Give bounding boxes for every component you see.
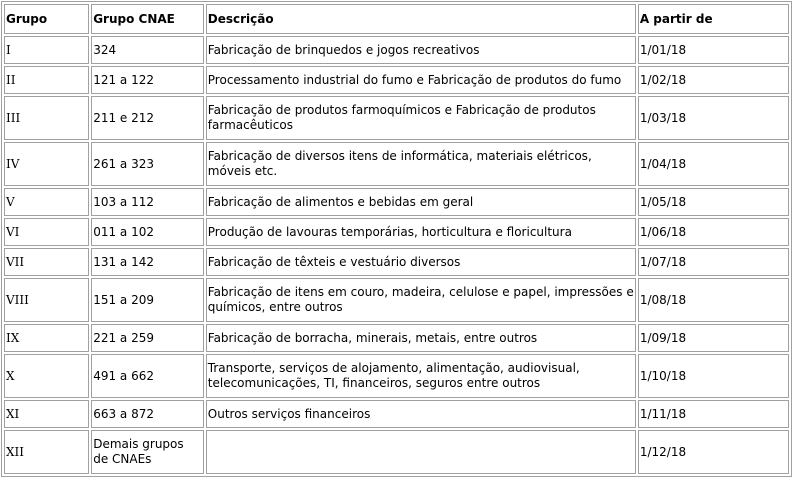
table-row (4, 430, 789, 474)
header-descricao: Descrição (206, 4, 636, 34)
cell-descricao: Fabricação de têxteis e vestuário diversos (206, 248, 636, 276)
cell-descricao: Outros serviços financeiros (206, 400, 636, 428)
cell-grupo: IX (4, 324, 89, 352)
cell-a-partir-de: 1/03/18 (638, 96, 789, 140)
cell-grupo-cnae: 103 a 112 (91, 188, 204, 216)
cell-grupo: VI (4, 218, 89, 246)
cell-descricao (206, 430, 636, 474)
cell-a-partir-de: 1/07/18 (638, 248, 789, 276)
table-row (4, 218, 789, 246)
cell-grupo: VII (4, 248, 89, 276)
cell-grupo-cnae: 221 a 259 (91, 324, 204, 352)
header-grupo-cnae: Grupo CNAE (91, 4, 204, 34)
table-row (4, 278, 789, 322)
cell-descricao: Fabricação de produtos farmoquímicos e Fabricação de produtos farmacêuticos (206, 96, 636, 140)
table-row (4, 188, 789, 216)
cell-descricao: Fabricação de borracha, minerais, metais, entre outros (206, 324, 636, 352)
cell-grupo: II (4, 66, 89, 94)
cell-descricao: Fabricação de brinquedos e jogos recreativos (206, 36, 636, 64)
cell-grupo: VIII (4, 278, 89, 322)
cell-grupo: XII (4, 430, 89, 474)
cell-a-partir-de: 1/10/18 (638, 354, 789, 398)
table-body (4, 36, 789, 474)
cell-grupo-cnae: 491 a 662 (91, 354, 204, 398)
cell-a-partir-de: 1/12/18 (638, 430, 789, 474)
cell-descricao: Produção de lavouras temporárias, horticultura e floricultura (206, 218, 636, 246)
cell-grupo: XI (4, 400, 89, 428)
cell-grupo-cnae: 324 (91, 36, 204, 64)
cell-grupo-cnae: 261 a 323 (91, 142, 204, 186)
cell-a-partir-de: 1/08/18 (638, 278, 789, 322)
cell-grupo-cnae: 663 a 872 (91, 400, 204, 428)
table-row (4, 96, 789, 140)
cell-grupo-cnae: 211 e 212 (91, 96, 204, 140)
cell-a-partir-de: 1/04/18 (638, 142, 789, 186)
cell-a-partir-de: 1/02/18 (638, 66, 789, 94)
cell-a-partir-de: 1/06/18 (638, 218, 789, 246)
cell-grupo-cnae: 131 a 142 (91, 248, 204, 276)
cell-grupo-cnae: 121 a 122 (91, 66, 204, 94)
table-row (4, 324, 789, 352)
table-row (4, 400, 789, 428)
table-row (4, 248, 789, 276)
cell-a-partir-de: 1/01/18 (638, 36, 789, 64)
table-row (4, 142, 789, 186)
cell-grupo-cnae: 011 a 102 (91, 218, 204, 246)
cell-a-partir-de: 1/05/18 (638, 188, 789, 216)
header-a-partir-de: A partir de (638, 4, 789, 34)
cell-descricao: Processamento industrial do fumo e Fabricação de produtos do fumo (206, 66, 636, 94)
table-row (4, 354, 789, 398)
cell-a-partir-de: 1/09/18 (638, 324, 789, 352)
table-row (4, 66, 789, 94)
cell-grupo: X (4, 354, 89, 398)
cell-grupo: V (4, 188, 89, 216)
cell-descricao: Fabricação de itens em couro, madeira, celulose e papel, impressões e químicos, entre outros (206, 278, 636, 322)
cell-descricao: Fabricação de alimentos e bebidas em geral (206, 188, 636, 216)
cell-grupo: I (4, 36, 89, 64)
cell-descricao: Fabricação de diversos itens de informática, materiais elétricos, móveis etc. (206, 142, 636, 186)
cell-grupo-cnae: 151 a 209 (91, 278, 204, 322)
cell-grupo: III (4, 96, 89, 140)
cnae-schedule-table (1, 1, 792, 477)
table-header-row (4, 4, 789, 34)
cell-grupo-cnae: Demais grupos de CNAEs (91, 430, 204, 474)
header-grupo: Grupo (4, 4, 89, 34)
table-row (4, 36, 789, 64)
cell-grupo: IV (4, 142, 89, 186)
cell-descricao: Transporte, serviços de alojamento, alimentação, audiovisual, telecomunicações, TI, financeiros, seguros entre outros (206, 354, 636, 398)
cell-a-partir-de: 1/11/18 (638, 400, 789, 428)
